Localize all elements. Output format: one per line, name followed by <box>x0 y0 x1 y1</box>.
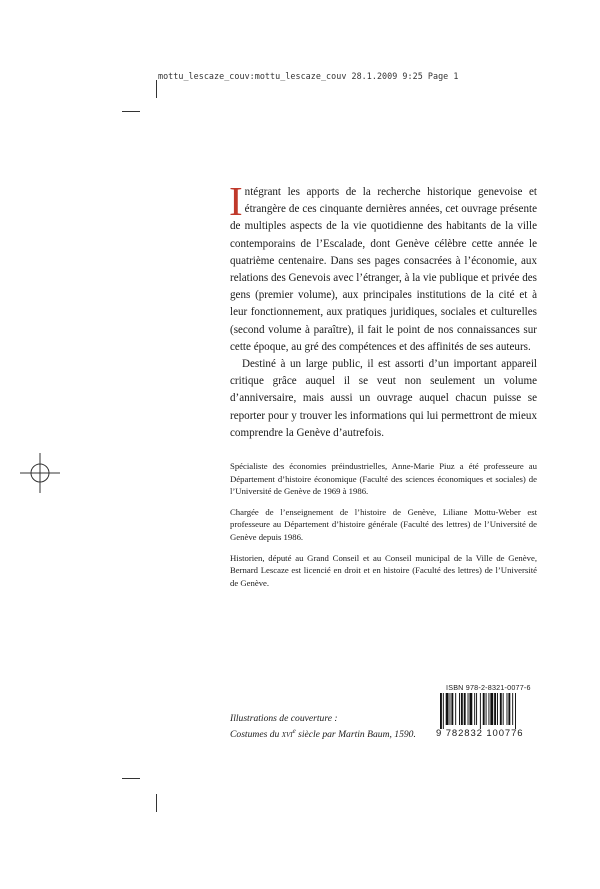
drop-cap: I <box>229 178 243 224</box>
print-slug-line: mottu_lescaze_couv:mottu_lescaze_couv 28.1.2009 9:25 Page 1 <box>158 71 459 81</box>
bio-lescaze: Historien, député au Grand Conseil et au Conseil municipal de la Ville de Genève, Bernard Lescaze est licencié en droit et en histoire (Faculté des lettres) de l’Université de Genève. <box>230 552 537 588</box>
credits-line-1: Illustrations de couverture : <box>230 713 338 724</box>
summary-paragraph-1: Intégrant les apports de la recherche historique genevoise et étrangère de ces cinquante dernières années, cet ouvrage présente de multiples aspects de la vie quotidienne des habitants de la ville contemporains de l’Escalade, dont Genève célèbre cette année le quatrième centenaire. Dans ses pages consacrées à l’économie, aux relations des Genevois avec l’étranger, à la vie publique et privée des gens (premier volume), aux principales institutions de la cité et à leur fonctionnement, aux pratiques juridiques, sociales et culturelles (second volume à paraître), il fait le point de nos connaissances sur cette époque, au gré des compétences et des affinités de ses auteurs. <box>229 178 537 353</box>
author-bios <box>230 460 537 597</box>
credits-line-2: Costumes du XVIe siècle par Martin Baum, 1590. <box>230 727 416 741</box>
barcode-digits: 9 782832 100776 <box>436 728 524 739</box>
summary-paragraph-2: Destiné à un large public, il est assorti d’un important appareil critique grâce auquel il se veut non seulement un volume d’anniversaire, mais aussi un ouvrage auquel chacun puisse se reporter pour y trouver les informations qui lui permettront de mieux comprendre la Genève d’autrefois. <box>230 358 537 439</box>
registration-target-icon <box>20 453 60 493</box>
back-cover-summary <box>229 178 537 442</box>
bio-piuz: Spécialiste des économies préindustrielles, Anne-Marie Piuz a été professeure au Département d’histoire économique (Faculté des sciences économiques et sociales) de l’Université de Genève de 1969 à 1986. <box>230 461 537 497</box>
barcode-icon <box>438 693 538 729</box>
crop-mark-top-horizontal <box>122 111 140 112</box>
bio-mottu-weber: Chargée de l’enseignement de l’histoire de Genève, Liliane Mottu-Weber est professeure au Département d’histoire générale (Faculté des lettres) de l’Université de Genève depuis 1986. <box>230 506 537 542</box>
crop-mark-top-vertical <box>156 80 157 98</box>
isbn-label: ISBN 978-2-8321-0077-6 <box>446 683 531 692</box>
crop-mark-bottom-horizontal <box>122 778 140 779</box>
cover-illustration-credits <box>230 712 440 743</box>
crop-mark-bottom-vertical <box>156 794 157 812</box>
